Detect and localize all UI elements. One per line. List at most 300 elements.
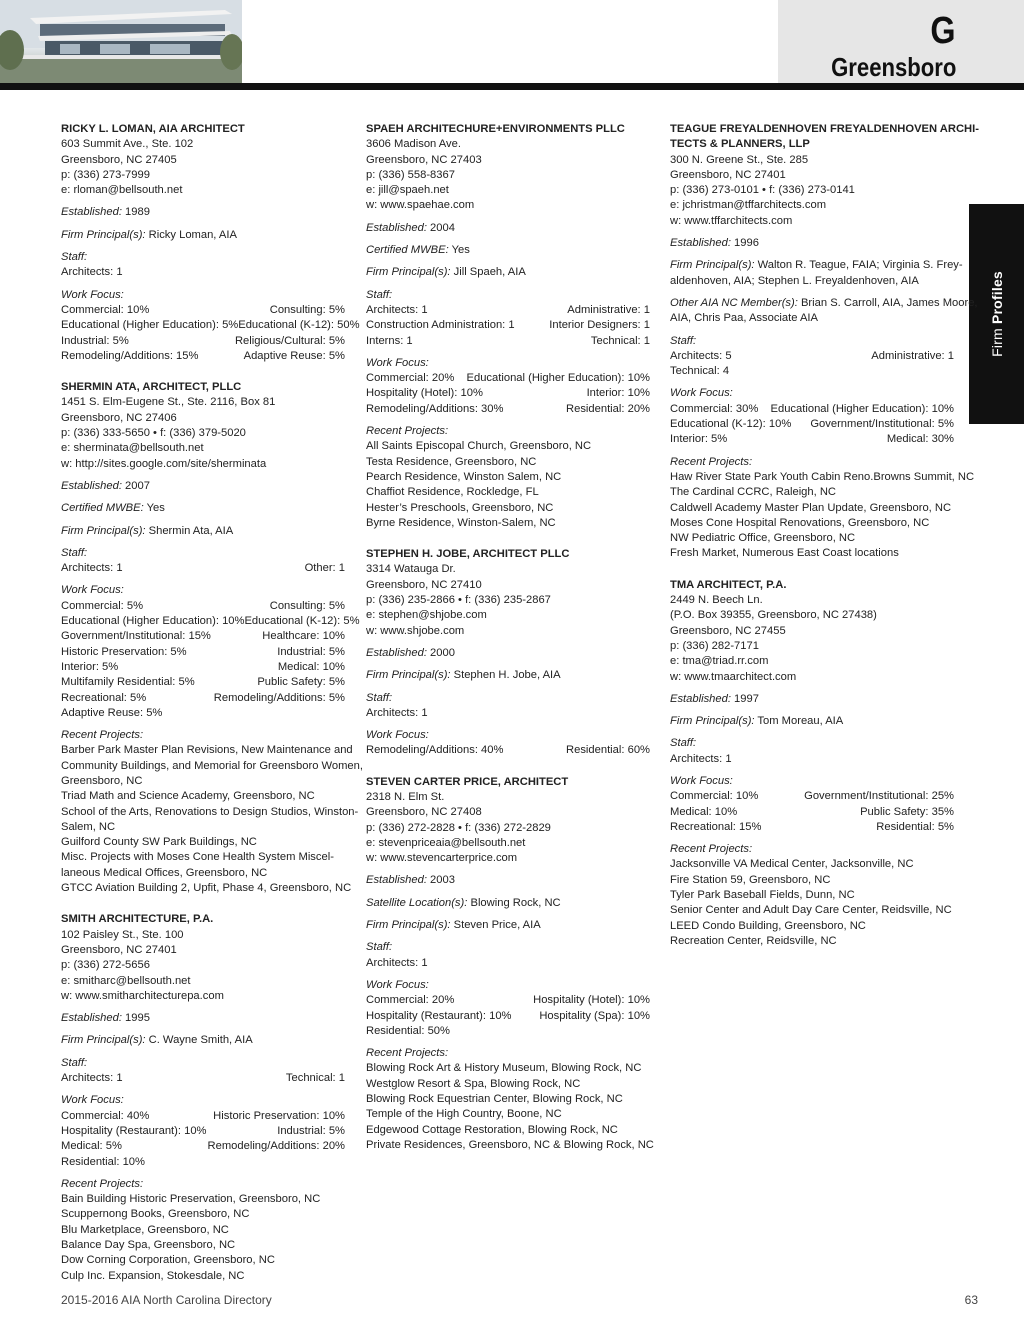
column-1 xyxy=(61,122,363,1300)
contact-line: w: www.tmaarchitect.com xyxy=(670,670,797,683)
contact-line: 2318 N. Elm St. xyxy=(366,790,445,803)
project-line: Salem, NC xyxy=(61,820,116,833)
work-focus-label: Work Focus: xyxy=(366,356,429,369)
field-label: Firm Principal(s): xyxy=(61,1034,146,1047)
firm-entry xyxy=(670,578,954,950)
work-focus-row xyxy=(670,432,954,447)
focus-right: Residential: 5% xyxy=(876,820,954,833)
contact-line: w: www.tffarchitects.com xyxy=(670,214,793,227)
focus-right: Consulting: 5% xyxy=(269,599,345,612)
work-focus-row xyxy=(61,1109,345,1124)
focus-right: Interior: 10% xyxy=(586,387,650,400)
staff-label: Staff: xyxy=(61,251,88,264)
field-label: Satellite Location(s): xyxy=(366,896,468,909)
footer-directory-title: 2015-2016 AIA North Carolina Directory xyxy=(61,1293,272,1307)
work-focus-row xyxy=(61,334,345,349)
staff-label: Staff: xyxy=(366,288,393,301)
project-line: Scuppernong Books, Greensboro, NC xyxy=(61,1208,250,1221)
staff-left: Architects: 1 xyxy=(61,266,123,279)
focus-right: Government/Institutional: 5% xyxy=(810,418,954,431)
field-value-cont: aldenhoven, AIA; Stephen L. Freyaldenhoven, AIA xyxy=(670,274,919,287)
staff-row xyxy=(61,561,345,576)
project-line: Recreation Center, Reidsville, NC xyxy=(670,934,837,947)
staff-row xyxy=(366,706,650,721)
firm-name: TMA ARCHITECT, P.A. xyxy=(670,578,787,591)
header-letter-tab xyxy=(778,0,1024,83)
project-line: Pearch Residence, Winston Salem, NC xyxy=(366,470,562,483)
contact-line: 3606 Madison Ave. xyxy=(366,138,461,151)
project-line: Hester’s Preschools, Greensboro, NC xyxy=(366,501,554,514)
section-city: Greensboro xyxy=(830,52,956,82)
focus-right: Educational (K-12): 50% xyxy=(238,319,360,332)
field-row xyxy=(670,236,954,251)
contact-line: 300 N. Greene St., Ste. 285 xyxy=(670,153,809,166)
project-line: Community Buildings, and Memorial for Greensboro Women, xyxy=(61,759,363,772)
staff-label: Staff: xyxy=(61,546,88,559)
work-focus-row xyxy=(61,691,345,706)
field-value: Stephen H. Jobe, AIA xyxy=(450,669,561,682)
field-value: Tom Moreau, AIA xyxy=(754,715,844,728)
firm-name: SMITH ARCHITECTURE, P.A. xyxy=(61,913,214,926)
field-label: Established: xyxy=(61,1012,122,1025)
project-line: Westglow Resort & Spa, Blowing Rock, NC xyxy=(366,1077,581,1090)
staff-right: Other: 1 xyxy=(304,562,345,575)
contact-line: p: (336) 273-7999 xyxy=(61,168,150,181)
focus-left: Hospitality (Restaurant): 10% xyxy=(61,1124,207,1137)
recent-projects-label: Recent Projects: xyxy=(366,1047,449,1060)
field-row xyxy=(366,918,650,933)
side-label-first: Firm xyxy=(988,328,1005,357)
work-focus-row xyxy=(61,599,345,614)
field-label: Firm Principal(s): xyxy=(366,266,451,279)
field-row xyxy=(670,258,963,273)
staff-row xyxy=(61,1071,345,1086)
work-focus-row xyxy=(61,1124,345,1139)
field-row xyxy=(366,896,650,911)
work-focus-row xyxy=(366,1009,650,1024)
project-line: School of the Arts, Renovations to Design Studios, Winston- xyxy=(61,805,359,818)
staff-left: Architects: 1 xyxy=(366,956,428,969)
field-row xyxy=(366,646,650,661)
project-line: Temple of the High Country, Boone, NC xyxy=(366,1108,562,1121)
footer-page-number: 63 xyxy=(964,1293,978,1307)
work-focus-row xyxy=(366,371,650,386)
project-line: Fresh Market, Numerous East Coast locations xyxy=(670,547,899,560)
field-label: Established: xyxy=(366,221,427,234)
field-label: Other AIA NC Member(s): xyxy=(670,296,798,309)
focus-left: Recreational: 5% xyxy=(61,691,147,704)
field-value: 2003 xyxy=(426,874,455,887)
focus-right: Educational (Higher Education): 10% xyxy=(466,372,650,385)
project-line: NW Pediatric Office, Greensboro, NC xyxy=(670,532,856,545)
contact-line: Greensboro, NC 27401 xyxy=(61,943,177,956)
field-label: Established: xyxy=(61,206,122,219)
project-line: Moses Cone Hospital Renovations, Greensboro, NC xyxy=(670,516,930,529)
contact-line: 2449 N. Beech Ln. xyxy=(670,594,763,607)
field-value: 2007 xyxy=(121,479,150,492)
staff-row xyxy=(366,956,650,971)
work-focus-row xyxy=(670,417,954,432)
contact-line: Greensboro, NC 27455 xyxy=(670,624,786,637)
firm-name-cont: TECTS & PLANNERS, LLP xyxy=(670,138,810,151)
firm-entry xyxy=(366,122,650,531)
project-line: laneous Medical Offices, Greensboro, NC xyxy=(61,866,268,879)
work-focus-row xyxy=(61,318,360,333)
field-row xyxy=(366,873,650,888)
contact-line: Greensboro, NC 27403 xyxy=(366,153,482,166)
work-focus-row xyxy=(61,629,345,644)
contact-line: 3314 Watauga Dr. xyxy=(366,563,456,576)
staff-right: Administrative: 1 xyxy=(871,349,954,362)
project-line: Bain Building Historic Preservation, Greensboro, NC xyxy=(61,1193,321,1206)
field-row xyxy=(61,1033,345,1048)
firm-entry xyxy=(61,380,363,896)
focus-left: Remodeling/Additions: 30% xyxy=(366,402,504,415)
contact-line: Greensboro, NC 27401 xyxy=(670,168,786,181)
firm-name: STEVEN CARTER PRICE, ARCHITECT xyxy=(366,775,569,788)
focus-left: Commercial: 20% xyxy=(366,994,455,1007)
field-value: Jill Spaeh, AIA xyxy=(450,266,526,279)
field-row xyxy=(366,668,650,683)
contact-line: 102 Paisley St., Ste. 100 xyxy=(61,928,184,941)
field-value-cont: AIA, Chris Paa, Associate AIA xyxy=(670,312,818,325)
staff-left: Architects: 1 xyxy=(61,1072,123,1085)
work-focus-row xyxy=(61,349,345,364)
field-label: Established: xyxy=(61,479,122,492)
project-line: Triad Math and Science Academy, Greensboro, NC xyxy=(61,790,315,803)
focus-left: Commercial: 10% xyxy=(670,790,759,803)
field-label: Established: xyxy=(366,874,427,887)
focus-left: Multifamily Residential: 5% xyxy=(61,676,195,689)
focus-right: Hospitality (Hotel): 10% xyxy=(533,994,650,1007)
project-line: Balance Day Spa, Greensboro, NC xyxy=(61,1239,236,1251)
staff-row xyxy=(670,364,954,379)
focus-left: Historic Preservation: 5% xyxy=(61,645,187,658)
contact-line: e: smitharc@bellsouth.net xyxy=(61,974,191,987)
project-line: The Cardinal CCRC, Raleigh, NC xyxy=(670,486,837,499)
staff-left: Interns: 1 xyxy=(366,334,413,347)
side-label-second: Profiles xyxy=(988,271,1005,325)
staff-left: Architects: 5 xyxy=(670,349,732,362)
contact-line: e: jchristman@tffarchitects.com xyxy=(670,199,827,212)
project-line: Fire Station 59, Greensboro, NC xyxy=(670,873,831,886)
focus-left: Government/Institutional: 15% xyxy=(61,630,211,643)
staff-right: Administrative: 1 xyxy=(567,303,650,316)
contact-line: w: www.stevencarterprice.com xyxy=(366,852,518,865)
header-rule xyxy=(0,83,1024,90)
project-line: All Saints Episcopal Church, Greensboro, NC xyxy=(366,440,592,453)
focus-right: Remodeling/Additions: 5% xyxy=(213,691,345,704)
recent-projects-label: Recent Projects: xyxy=(670,455,753,468)
field-row xyxy=(670,692,954,707)
staff-label: Staff: xyxy=(366,941,393,954)
project-line: Private Residences, Greensboro, NC & Blowing Rock, NC xyxy=(366,1138,654,1151)
focus-left: Adaptive Reuse: 5% xyxy=(61,706,163,719)
field-row xyxy=(670,714,954,729)
focus-left: Industrial: 5% xyxy=(61,334,129,347)
field-row xyxy=(670,296,978,311)
focus-right: Healthcare: 10% xyxy=(262,630,345,643)
focus-right: Industrial: 5% xyxy=(277,1124,345,1137)
focus-left: Hospitality (Hotel): 10% xyxy=(366,387,483,400)
work-focus-row xyxy=(61,1139,345,1154)
field-value: 1997 xyxy=(730,692,759,705)
field-label: Firm Principal(s): xyxy=(670,259,755,272)
contact-line: e: jill@spaeh.net xyxy=(366,184,449,197)
field-row xyxy=(61,479,345,494)
work-focus-row xyxy=(366,402,650,417)
recent-projects-label: Recent Projects: xyxy=(670,843,753,856)
focus-left: Educational (Higher Education): 5% xyxy=(61,319,239,332)
focus-right: Consulting: 5% xyxy=(269,303,345,316)
focus-right: Historic Preservation: 10% xyxy=(213,1109,345,1122)
project-line: Blu Marketplace, Greensboro, NC xyxy=(61,1223,229,1236)
focus-right: Public Safety: 35% xyxy=(860,805,954,818)
work-focus-row xyxy=(670,820,954,835)
work-focus-label: Work Focus: xyxy=(366,978,429,991)
field-label: Firm Principal(s): xyxy=(366,669,451,682)
field-row xyxy=(61,228,345,243)
field-value: Brian S. Carroll, AIA, James Moore, xyxy=(797,296,978,309)
firm-entry xyxy=(366,547,650,759)
contact-line: e: stephen@shjobe.com xyxy=(366,609,487,622)
contact-line: w: www.spaehae.com xyxy=(366,199,475,212)
staff-label: Staff: xyxy=(61,1056,88,1069)
focus-left: Recreational: 15% xyxy=(670,820,762,833)
work-focus-row xyxy=(61,303,345,318)
project-line: Misc. Projects with Moses Cone Health System Miscel- xyxy=(61,851,334,864)
staff-row xyxy=(366,303,650,318)
field-value: 2000 xyxy=(426,646,455,659)
focus-right: Residential: 20% xyxy=(566,402,650,415)
staff-row xyxy=(670,349,954,364)
contact-line: Greensboro, NC 27408 xyxy=(366,806,482,819)
contact-line: w: http://sites.google.com/site/sherminata xyxy=(61,457,267,470)
field-row xyxy=(61,501,345,516)
field-row xyxy=(61,524,345,539)
work-focus-row xyxy=(61,614,360,629)
work-focus-row xyxy=(670,789,954,804)
contact-line: e: tma@triad.rr.com xyxy=(670,655,769,668)
field-row xyxy=(61,205,345,220)
focus-right: Hospitality (Spa): 10% xyxy=(539,1009,650,1022)
firm-name: SPAEH ARCHITECHURE+ENVIRONMENTS PLLC xyxy=(366,123,625,135)
project-line: Barber Park Master Plan Revisions, New Maintenance and xyxy=(61,744,353,757)
focus-right: Educational (Higher Education): 10% xyxy=(770,402,954,415)
staff-label: Staff: xyxy=(670,334,697,347)
contact-line: p: (336) 273-0101 • f: (336) 273-0141 xyxy=(670,184,855,197)
field-value: Blowing Rock, NC xyxy=(467,896,561,909)
work-focus-row xyxy=(670,805,954,820)
focus-right: Public Safety: 5% xyxy=(257,676,345,689)
work-focus-label: Work Focus: xyxy=(366,729,429,742)
field-label: Certified MWBE: xyxy=(366,244,449,257)
contact-line: 1451 S. Elm-Eugene St., Ste. 2116, Box 81 xyxy=(61,396,276,409)
staff-row xyxy=(366,318,650,333)
work-focus-label: Work Focus: xyxy=(670,774,733,787)
project-line: Tyler Park Baseball Fields, Dunn, NC xyxy=(670,889,855,902)
work-focus-row xyxy=(61,645,345,660)
work-focus-row xyxy=(61,675,345,690)
focus-right: Medical: 30% xyxy=(886,433,954,446)
focus-left: Remodeling/Additions: 40% xyxy=(366,744,504,757)
focus-left: Residential: 10% xyxy=(61,1155,145,1168)
project-line: Blowing Rock Equestrian Center, Blowing Rock, NC xyxy=(366,1093,623,1106)
staff-row xyxy=(366,334,650,349)
field-row xyxy=(366,265,650,280)
column-3 xyxy=(670,122,979,965)
project-line: GTCC Aviation Building 2, Upfit, Phase 4, Greensboro, NC xyxy=(61,882,352,895)
staff-right: Technical: 1 xyxy=(285,1072,345,1085)
work-focus-label: Work Focus: xyxy=(670,387,733,400)
firm-entry xyxy=(670,122,979,562)
project-line: Edgewood Cottage Restoration, Blowing Rock, NC xyxy=(366,1123,618,1136)
contact-line: p: (336) 272-5656 xyxy=(61,959,150,972)
field-value: Steven Price, AIA xyxy=(450,919,541,932)
focus-left: Commercial: 40% xyxy=(61,1109,150,1122)
contact-line: p: (336) 235-2866 • f: (336) 235-2867 xyxy=(366,594,551,607)
staff-row xyxy=(61,265,345,280)
focus-left: Medical: 10% xyxy=(670,805,738,818)
project-line: Chaffiot Residence, Rockledge, FL xyxy=(366,486,539,499)
field-row xyxy=(366,221,650,236)
field-value: Yes xyxy=(448,244,470,257)
field-label: Established: xyxy=(670,692,731,705)
focus-left: Residential: 50% xyxy=(366,1024,450,1037)
focus-left: Commercial: 10% xyxy=(61,303,150,316)
contact-line: 603 Summit Ave., Ste. 102 xyxy=(61,138,194,151)
staff-row xyxy=(670,752,954,767)
staff-left: Architects: 1 xyxy=(670,752,732,765)
field-label: Established: xyxy=(366,646,427,659)
firm-name: STEPHEN H. JOBE, ARCHITECT PLLC xyxy=(366,548,570,561)
focus-left: Medical: 5% xyxy=(61,1140,122,1153)
work-focus-row xyxy=(670,402,954,417)
project-line: Greensboro, NC xyxy=(61,774,143,787)
project-line: Jacksonville VA Medical Center, Jacksonville, NC xyxy=(670,858,914,871)
contact-line: p: (336) 333-5650 • f: (336) 379-5020 xyxy=(61,427,246,440)
focus-right: Religious/Cultural: 5% xyxy=(234,334,345,347)
field-label: Firm Principal(s): xyxy=(366,919,451,932)
firm-entry xyxy=(61,912,345,1284)
staff-left: Architects: 1 xyxy=(61,562,123,575)
project-line: Haw River State Park Youth Cabin Reno.Browns Summit, NC xyxy=(670,470,975,483)
field-row xyxy=(61,1011,345,1026)
focus-left: Hospitality (Restaurant): 10% xyxy=(366,1009,512,1022)
contact-line: e: stevenpriceaia@bellsouth.net xyxy=(366,836,526,849)
contact-line: w: www.shjobe.com xyxy=(366,624,465,637)
work-focus-row xyxy=(366,1024,650,1039)
focus-right: Industrial: 5% xyxy=(277,645,345,658)
firm-profiles-label xyxy=(989,271,1005,357)
work-focus-label: Work Focus: xyxy=(61,288,124,301)
work-focus-label: Work Focus: xyxy=(61,1094,124,1107)
field-value: Ricky Loman, AIA xyxy=(145,228,237,241)
field-label: Established: xyxy=(670,237,731,250)
field-value: Shermin Ata, AIA xyxy=(145,524,234,537)
focus-left: Educational (K-12): 10% xyxy=(670,418,792,431)
work-focus-row xyxy=(366,993,650,1008)
project-line: Caldwell Academy Master Plan Update, Greensboro, NC xyxy=(670,501,952,514)
firm-entry xyxy=(366,775,654,1154)
column-2 xyxy=(366,122,654,1169)
project-line: Dow Corning Corporation, Greensboro, NC xyxy=(61,1254,275,1267)
contact-line: p: (336) 272-2828 • f: (336) 272-2829 xyxy=(366,821,551,834)
project-line: Senior Center and Adult Day Care Center, Reidsville, NC xyxy=(670,904,952,917)
field-value: 2004 xyxy=(426,221,455,234)
field-value: Yes xyxy=(143,502,165,515)
firm-name: TEAGUE FREYALDENHOVEN FREYALDENHOVEN ARCHI- xyxy=(670,123,979,135)
focus-right: Remodeling/Additions: 20% xyxy=(207,1140,345,1153)
field-value: 1995 xyxy=(121,1012,150,1025)
staff-left: Architects: 1 xyxy=(366,303,428,316)
recent-projects-label: Recent Projects: xyxy=(61,1177,144,1190)
staff-label: Staff: xyxy=(366,691,393,704)
staff-left: Technical: 4 xyxy=(670,365,730,378)
work-focus-row xyxy=(366,386,650,401)
field-value: Walton R. Teague, FAIA; Virginia S. Frey- xyxy=(754,259,963,272)
field-value: 1989 xyxy=(121,206,150,219)
contact-line: Greensboro, NC 27406 xyxy=(61,411,177,424)
project-line: Blowing Rock Art & History Museum, Blowing Rock, NC xyxy=(366,1062,642,1075)
header-building-photo xyxy=(0,0,242,83)
contact-line: e: rloman@bellsouth.net xyxy=(61,184,183,197)
work-focus-row xyxy=(61,660,345,675)
staff-label: Staff: xyxy=(670,737,697,750)
project-line: LEED Condo Building, Greensboro, NC xyxy=(670,919,866,932)
contact-line: w: www.smitharchitecturepa.com xyxy=(61,989,224,1002)
contact-line: e: sherminata@bellsouth.net xyxy=(61,442,204,455)
firm-name: SHERMIN ATA, ARCHITECT, PLLC xyxy=(61,381,242,394)
focus-left: Interior: 5% xyxy=(61,660,119,673)
project-line: Testa Residence, Greensboro, NC xyxy=(366,455,537,468)
project-line: Culp Inc. Expansion, Stokesdale, NC xyxy=(61,1269,245,1282)
work-focus-label: Work Focus: xyxy=(61,584,124,597)
field-row xyxy=(366,243,650,258)
focus-right: Medical: 10% xyxy=(277,660,345,673)
staff-left: Architects: 1 xyxy=(366,706,428,719)
firm-name: RICKY L. LOMAN, AIA ARCHITECT xyxy=(61,123,245,135)
field-label: Firm Principal(s): xyxy=(61,228,146,241)
focus-left: Commercial: 5% xyxy=(61,599,144,612)
staff-right: Interior Designers: 1 xyxy=(549,319,650,332)
contact-line: p: (336) 558-8367 xyxy=(366,168,455,181)
work-focus-row xyxy=(61,706,345,721)
focus-left: Commercial: 20% xyxy=(366,372,455,385)
focus-left: Commercial: 30% xyxy=(670,402,759,415)
staff-right: Technical: 1 xyxy=(590,334,650,347)
focus-left: Interior: 5% xyxy=(670,433,728,446)
focus-right: Government/Institutional: 25% xyxy=(804,790,954,803)
contact-line: (P.O. Box 39355, Greensboro, NC 27438) xyxy=(670,609,877,622)
staff-left: Construction Administration: 1 xyxy=(366,319,515,332)
focus-right: Educational (K-12): 5% xyxy=(244,615,360,628)
focus-left: Remodeling/Additions: 15% xyxy=(61,349,199,362)
field-value: 1996 xyxy=(730,237,759,250)
field-label: Firm Principal(s): xyxy=(670,715,755,728)
field-label: Firm Principal(s): xyxy=(61,524,146,537)
focus-right: Residential: 60% xyxy=(566,744,650,757)
firm-profiles-tab xyxy=(969,204,1024,424)
work-focus-row xyxy=(61,1155,345,1170)
field-value: C. Wayne Smith, AIA xyxy=(145,1034,253,1047)
project-line: Byrne Residence, Winston-Salem, NC xyxy=(366,516,556,529)
recent-projects-label: Recent Projects: xyxy=(366,425,449,438)
field-label: Certified MWBE: xyxy=(61,502,144,515)
contact-line: Greensboro, NC 27410 xyxy=(366,578,482,591)
recent-projects-label: Recent Projects: xyxy=(61,729,144,742)
focus-left: Educational (Higher Education): 10% xyxy=(61,615,245,628)
